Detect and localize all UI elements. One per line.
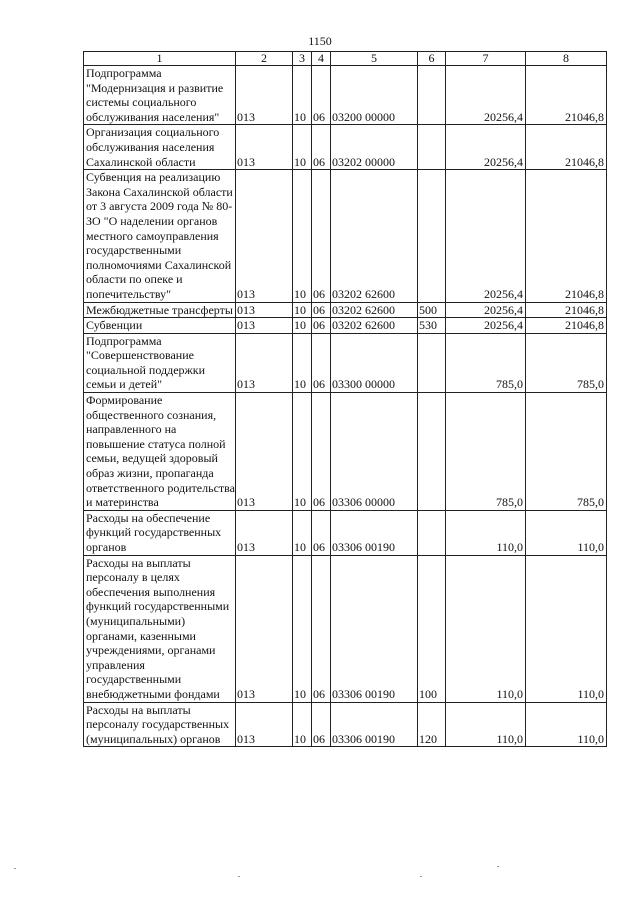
row-section-code: 10 (293, 125, 312, 170)
row-subsection-code: 06 (312, 333, 331, 392)
row-target-code: 03306 00000 (331, 393, 418, 511)
row-section-code: 10 (293, 555, 312, 702)
row-amount-col7: 110,0 (446, 510, 526, 555)
row-amount-col7: 110,0 (446, 555, 526, 702)
table-row (84, 318, 607, 334)
row-ministry-code: 013 (236, 302, 293, 318)
row-section-code: 10 (293, 393, 312, 511)
row-amount-col7: 785,0 (446, 333, 526, 392)
row-name: Субвенция на реализацию Закона Сахалинской области от 3 августа 2009 года № 80-ЗО "О наделении органов местного самоуправления государственными полномочиями Сахалинской области по опеке и попечительству" (84, 170, 236, 302)
row-ministry-code: 013 (236, 555, 293, 702)
table-row (84, 702, 607, 747)
row-expense-type-code (418, 393, 446, 511)
row-expense-type-code: 530 (418, 318, 446, 334)
row-subsection-code: 06 (312, 302, 331, 318)
column-header-6: 6 (418, 52, 446, 66)
column-header-7: 7 (446, 52, 526, 66)
row-expense-type-code (418, 170, 446, 302)
column-header-3: 3 (293, 52, 312, 66)
budget-table (83, 51, 607, 747)
row-section-code: 10 (293, 318, 312, 334)
row-name: Подпрограмма "Совершенствование социальной поддержки семьи и детей" (84, 333, 236, 392)
row-section-code: 10 (293, 302, 312, 318)
row-amount-col8: 21046,8 (526, 170, 607, 302)
row-target-code: 03202 62600 (331, 318, 418, 334)
row-target-code: 03202 62600 (331, 170, 418, 302)
row-amount-col7: 20256,4 (446, 66, 526, 125)
table-row (84, 555, 607, 702)
row-section-code: 10 (293, 333, 312, 392)
row-name: Расходы на выплаты персоналу государственных (муниципальных) органов (84, 702, 236, 747)
row-amount-col7: 20256,4 (446, 302, 526, 318)
row-amount-col7: 20256,4 (446, 318, 526, 334)
row-subsection-code: 06 (312, 510, 331, 555)
row-expense-type-code: 500 (418, 302, 446, 318)
row-subsection-code: 06 (312, 170, 331, 302)
column-header-5: 5 (331, 52, 418, 66)
row-name: Формирование общественного сознания, направленного на повышение статуса полной семьи, ведущей здоровый образ жизни, пропаганда ответственного родительства и материнства (84, 393, 236, 511)
row-name: Субвенции (84, 318, 236, 334)
table-row (84, 125, 607, 170)
row-amount-col8: 21046,8 (526, 125, 607, 170)
row-subsection-code: 06 (312, 125, 331, 170)
row-ministry-code: 013 (236, 393, 293, 511)
row-target-code: 03306 00190 (331, 555, 418, 702)
row-expense-type-code (418, 333, 446, 392)
scan-speck (497, 866, 499, 867)
row-name: Подпрограмма "Модернизация и развитие системы социального обслуживания населения" (84, 66, 236, 125)
scan-speck (14, 868, 16, 869)
page-number: 1150 (308, 34, 332, 48)
row-subsection-code: 06 (312, 555, 331, 702)
table-row (84, 302, 607, 318)
column-header-4: 4 (312, 52, 331, 66)
row-section-code: 10 (293, 702, 312, 747)
table-row (84, 170, 607, 302)
row-amount-col7: 785,0 (446, 393, 526, 511)
row-name: Расходы на обеспечение функций государственных органов (84, 510, 236, 555)
row-target-code: 03202 62600 (331, 302, 418, 318)
table-header-row (84, 52, 607, 66)
row-section-code: 10 (293, 170, 312, 302)
row-target-code: 03200 00000 (331, 66, 418, 125)
scan-speck (420, 876, 422, 877)
row-expense-type-code: 100 (418, 555, 446, 702)
row-amount-col8: 21046,8 (526, 318, 607, 334)
row-section-code: 10 (293, 66, 312, 125)
row-amount-col8: 110,0 (526, 510, 607, 555)
row-name: Организация социального обслуживания населения Сахалинской области (84, 125, 236, 170)
row-subsection-code: 06 (312, 393, 331, 511)
scan-speck (238, 876, 240, 877)
row-amount-col8: 785,0 (526, 393, 607, 511)
column-header-8: 8 (526, 52, 607, 66)
table-row (84, 510, 607, 555)
row-target-code: 03202 00000 (331, 125, 418, 170)
row-ministry-code: 013 (236, 318, 293, 334)
row-ministry-code: 013 (236, 333, 293, 392)
row-name: Межбюджетные трансферты (84, 302, 236, 318)
row-amount-col7: 110,0 (446, 702, 526, 747)
row-amount-col8: 21046,8 (526, 66, 607, 125)
row-expense-type-code (418, 66, 446, 125)
row-expense-type-code: 120 (418, 702, 446, 747)
row-amount-col8: 110,0 (526, 702, 607, 747)
table-row (84, 66, 607, 125)
row-amount-col8: 785,0 (526, 333, 607, 392)
row-expense-type-code (418, 510, 446, 555)
table-row (84, 333, 607, 392)
row-subsection-code: 06 (312, 318, 331, 334)
row-section-code: 10 (293, 510, 312, 555)
row-expense-type-code (418, 125, 446, 170)
table-row (84, 393, 607, 511)
row-amount-col8: 21046,8 (526, 302, 607, 318)
row-subsection-code: 06 (312, 702, 331, 747)
row-ministry-code: 013 (236, 125, 293, 170)
column-header-2: 2 (236, 52, 293, 66)
row-target-code: 03300 00000 (331, 333, 418, 392)
row-target-code: 03306 00190 (331, 702, 418, 747)
row-amount-col7: 20256,4 (446, 170, 526, 302)
row-amount-col8: 110,0 (526, 555, 607, 702)
row-ministry-code: 013 (236, 170, 293, 302)
row-ministry-code: 013 (236, 510, 293, 555)
row-target-code: 03306 00190 (331, 510, 418, 555)
row-subsection-code: 06 (312, 66, 331, 125)
row-name: Расходы на выплаты персоналу в целях обеспечения выполнения функций государственными (муниципальными) органами, казенными учреждениями, органами управления государственными внебюджетными фондами (84, 555, 236, 702)
column-header-1: 1 (84, 52, 236, 66)
row-amount-col7: 20256,4 (446, 125, 526, 170)
row-ministry-code: 013 (236, 66, 293, 125)
row-ministry-code: 013 (236, 702, 293, 747)
